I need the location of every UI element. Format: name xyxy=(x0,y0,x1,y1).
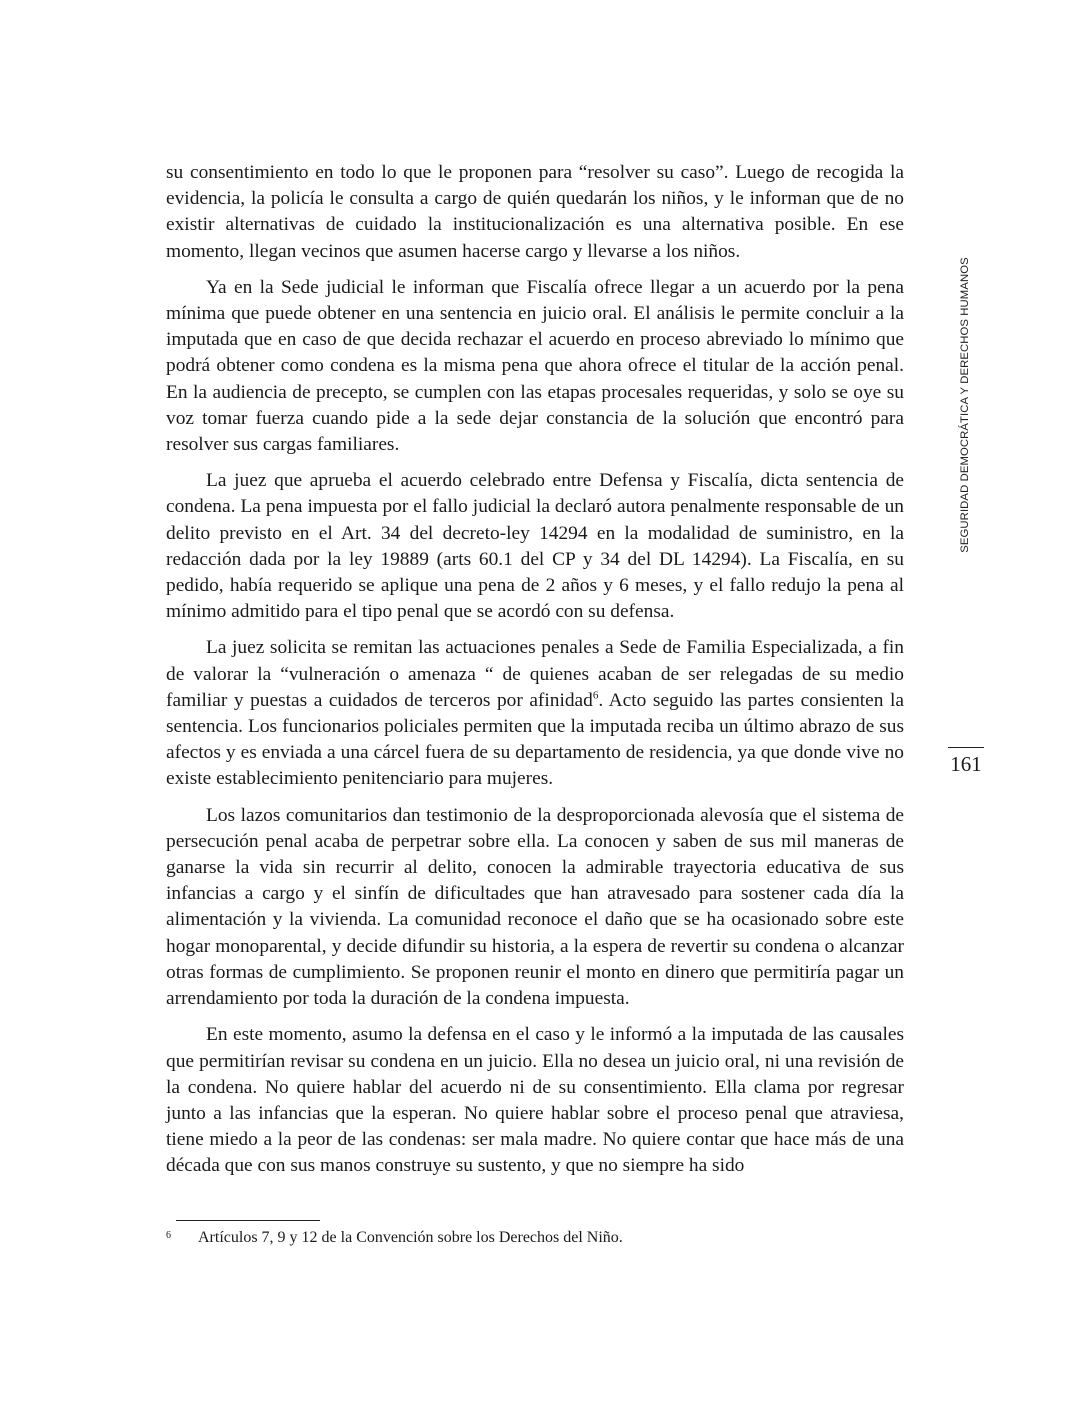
paragraph: Ya en la Sede judicial le informan que Fiscalía ofrece llegar a un acuerdo por la pena mínima que puede obtener en una sentencia en juicio oral. El análisis le permite concluir a la imputada que en caso de que decida rechazar el acuerdo en proceso abreviado lo mínimo que podrá obtener como condena es la misma pena que ahora ofrece el titular de la acción penal. En la audiencia de precepto, se cumplen con las etapas procesales requeridas, y solo se oye su voz tomar fuerza cuando pide a la sede dejar constancia de la solución que encontró para resolver sus cargas familiares. xyxy=(166,276,904,456)
body-text xyxy=(166,160,904,1190)
paragraph xyxy=(166,635,904,792)
paragraph: La juez que aprueba el acuerdo celebrado entre Defensa y Fiscalía, dicta sentencia de condena. La pena impuesta por el fallo judicial la declaró autora penalmente responsable de un delito previsto en el Art. 34 del decreto-ley 14294 en la modalidad de suministro, en la redacción dada por la ley 19889 (arts 60.1 del CP y 34 del DL 14294). La Fiscalía, en su pedido, había requerido se aplique una pena de 2 años y 6 meses, y el fallo redujo la pena al mínimo admitido para el tipo penal que se acordó con su defensa. xyxy=(166,470,904,623)
footnote-reference: 6 xyxy=(592,689,599,702)
footnote-separator xyxy=(176,1220,320,1221)
paragraph-text: . Acto seguido las partes consienten la sentencia. Los funcionarios policiales permiten que la imputada reciba un último abrazo de sus afectos y es enviada a una cárcel fuera de su departamento de residencia, ya que donde vive no existe establecimiento penitenciario para mujeres. xyxy=(166,689,904,790)
running-head-text: SEGURIDAD DEMOCRÁTICA Y DERECHOS HUMANOS xyxy=(959,257,971,553)
paragraph: su consentimiento en todo lo que le proponen para “resolver su caso”. Luego de recogida la evidencia, la policía le consulta a cargo de quién quedarán los niños, y le informan que de no existir alternativas de cuidado la institucionalización es una alternativa posible. En ese momento, llegan vecinos que asumen hacerse cargo y llevarse a los niños. xyxy=(166,162,904,262)
footnote-marker: 6 xyxy=(166,1230,171,1241)
paragraph: En este momento, asumo la defensa en el caso y le informó a la imputada de las causales que permitirían revisar su condena en un juicio. Ella no desea un juicio oral, ni una revisión de la condena. No quiere hablar del acuerdo ni de su consentimiento. Ella clama por regresar junto a las infancias que la esperan. No quiere hablar sobre el proceso penal que atraviesa, tiene miedo a la peor de las condenas: ser mala madre. No quiere contar que hace más de una década que con sus manos construye su sustento, y que no siempre ha sido xyxy=(166,1024,904,1177)
paragraph-text: La juez solicita se remitan las actuaciones penales a Sede de Familia Especializada, a fin de valorar la “vulneración o amenaza “ de quienes acaban de ser relegadas de su medio familiar y puestas a cuidados de terceros por afinidad xyxy=(166,637,904,711)
paragraph: Los lazos comunitarios dan testimonio de la desproporcionada alevosía que el sistema de persecución penal acaba de perpetrar sobre ella. La conocen y saben de sus mil maneras de ganarse la vida sin recurrir al delito, conocen la admirable trayectoria educativa de sus infancias a cargo y el sinfín de dificultades que han atravesado para sostener cada día la alimentación y la vivienda. La comunidad reconoce el daño que se ha ocasionado sobre este hogar monoparental, y decide difundir su historia, a la espera de revertir su condena o alcanzar otras formas de cumplimiento. Se proponen reunir el monto en dinero que permitiría pagar un arrendamiento por toda la duración de la condena impuesta. xyxy=(166,804,904,1010)
footnote-text: Artículos 7, 9 y 12 de la Convención sobre los Derechos del Niño. xyxy=(198,1229,623,1246)
page-number: 161 xyxy=(950,752,982,776)
page-number-rule xyxy=(948,747,984,748)
running-head xyxy=(957,245,973,565)
